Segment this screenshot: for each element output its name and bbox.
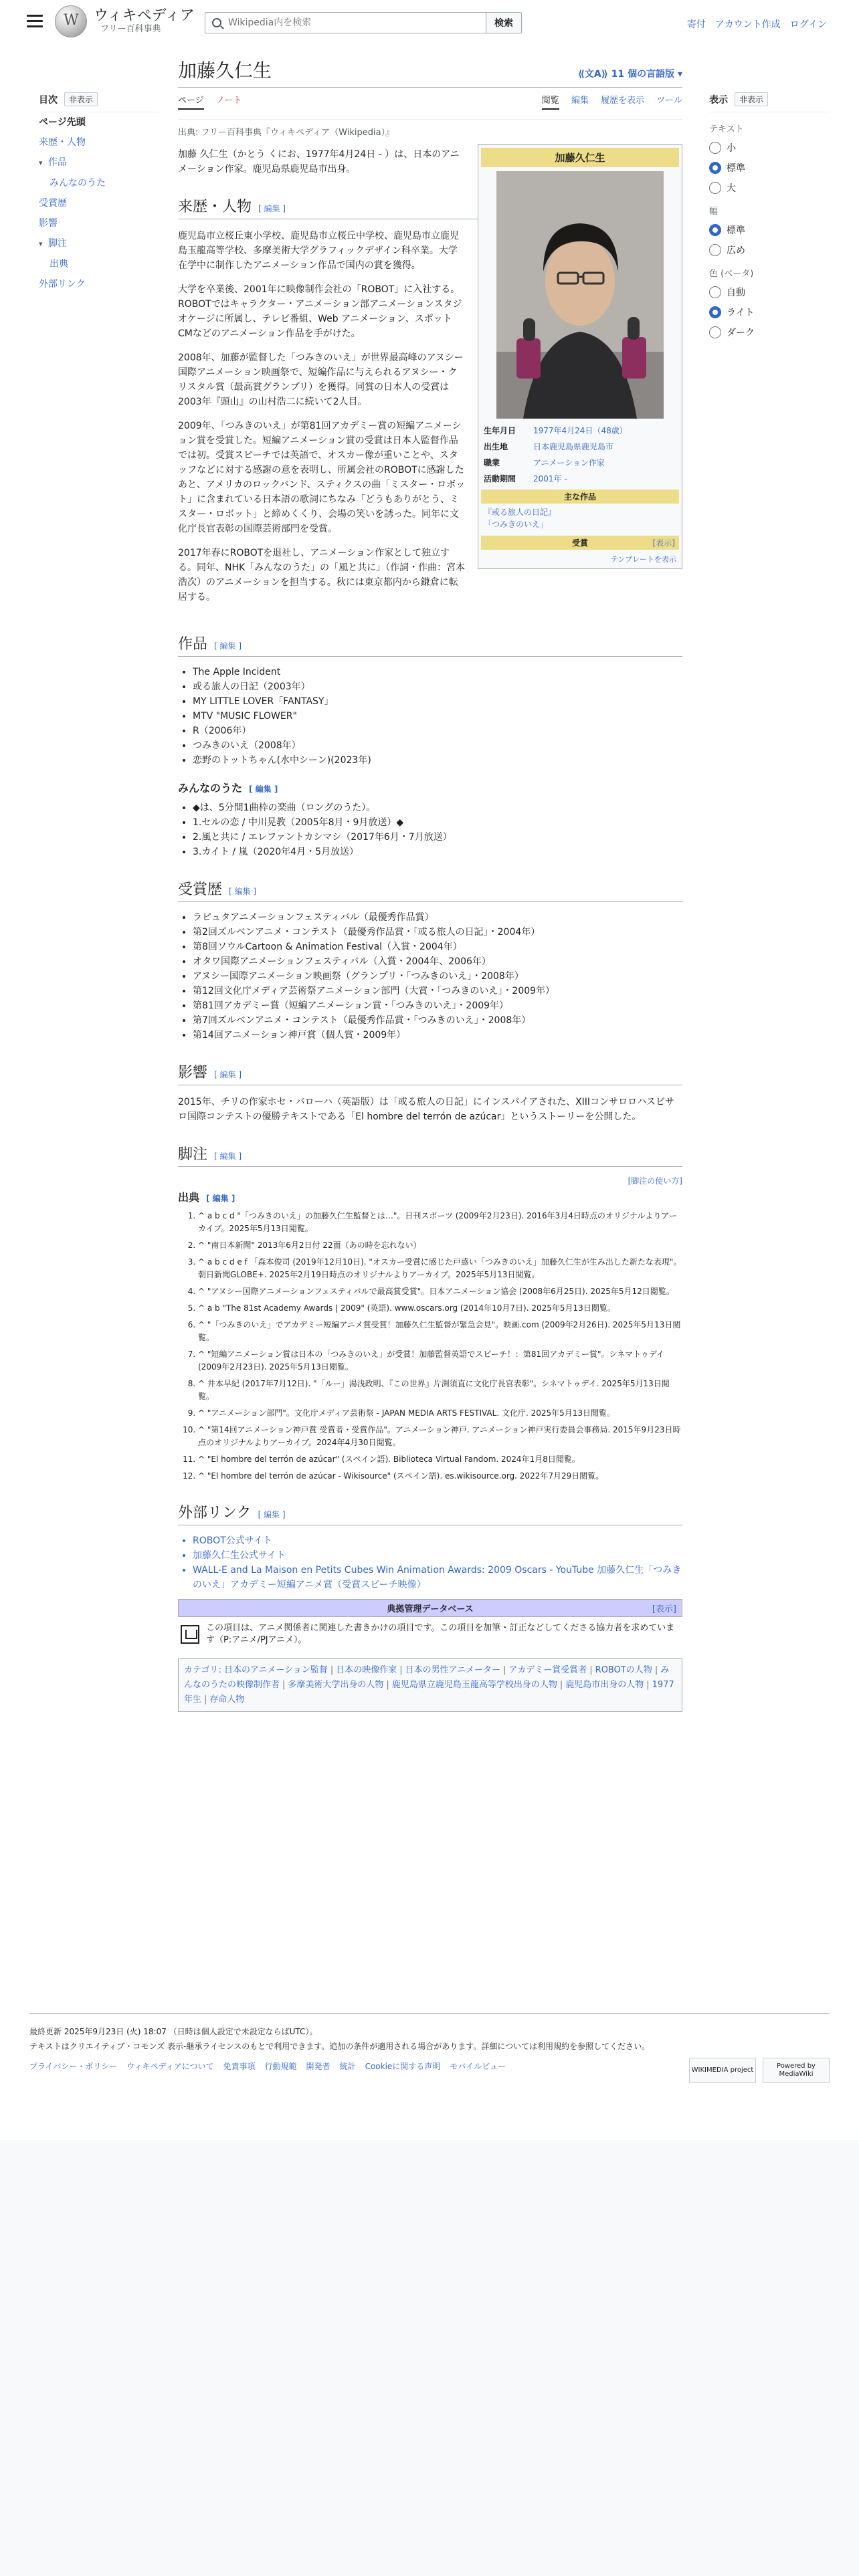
- tab-talk[interactable]: ノート: [215, 96, 242, 106]
- reference-item: 11. ^ "El hombre del terrón de azúcar" (スペイン語). Biblioteca Virtual Fandom. 2024年1月8日閲覧。: [198, 1453, 682, 1466]
- footer-link[interactable]: 行動規範: [264, 2062, 297, 2071]
- radio-icon[interactable]: [709, 326, 721, 338]
- search-icon: [212, 18, 221, 27]
- radio-icon[interactable]: [709, 286, 721, 298]
- reference-item: 4. ^ "アヌシー国際アニメーションフェスティバルで最高賞受賞"。日本アニメーション協会 (2008年6月25日). 2025年5月12日閲覧。: [198, 1285, 682, 1298]
- history-paragraph: 2009年、「つみきのいえ」が第81回アカデミー賞の短編アニメーション賞を受賞した。短編アニメーション賞の受賞は日本人監督作品では初。受賞スピーチでは英語で、オスカー像が重いことや、スタッフなどに対する感謝の意を表明し、所属会社のROBOTに感謝したあと、アメリカのロックバンド、スティクスの曲「ミスター・ロボット」に含まれている日本語の歌詞にちなみ「どうもありがとう、ミスター・ロボット」と締めくくり、会場の笑いを誘った。同年に文化庁長官表彰の国際芸術部門を受賞。: [178, 421, 466, 534]
- category-link[interactable]: 鹿児島県立鹿児島玉龍高等学校出身の人物: [391, 1680, 557, 1690]
- minna-item: • 2.風と共に / エレファントカシマシ（2017年6月・7月放送）: [193, 830, 682, 845]
- category-link[interactable]: みんなのうたの映像制作者: [184, 1665, 670, 1690]
- infobox-title: 加藤久仁生: [481, 148, 679, 167]
- category-separator: |: [503, 1665, 506, 1675]
- edit-section-link[interactable]: [ 編集 ]: [206, 1194, 235, 1203]
- award-item: • 第81回アカデミー賞（短編アニメーション賞・「つみきのいえ」・2009年）: [193, 998, 682, 1013]
- create-account-link[interactable]: アカウント作成: [714, 19, 781, 30]
- works-item: • The Apple Incident: [193, 665, 682, 679]
- external-link[interactable]: • 加藤久仁生公式サイト: [193, 1548, 682, 1563]
- minna-item: • 3.カイト / 嵐（2020年4月・5月放送）: [193, 845, 682, 859]
- table-of-contents: [39, 92, 159, 294]
- toc-hide-button[interactable]: 非表示: [64, 92, 98, 106]
- radio-icon[interactable]: [709, 182, 721, 194]
- infobox-value[interactable]: 1977年4月24日（48歳）: [533, 426, 628, 435]
- award-item: • アヌシー国際アニメーション映画祭（グランプリ・「つみきのいえ」・2008年）: [193, 969, 682, 984]
- color-option[interactable]: [709, 286, 830, 299]
- category-separator: |: [399, 1665, 403, 1675]
- template-link[interactable]: テンプレートを表示: [610, 555, 676, 564]
- history-paragraph: 2008年、加藤が監督した「つみきのいえ」が世界最高峰のアヌシー国際アニメーション映画祭で、短編作品に与えられるアヌシー・クリスタル賞（最高賞グランプリ）を獲得。同賞の日本人の受賞は2003年『頭山』の山村浩二に続いて2人目。: [178, 352, 464, 407]
- globe-icon: [55, 5, 87, 37]
- width-label: 幅: [709, 207, 719, 217]
- reference-item: 9. ^ "アニメーション部門"。文化庁メディア芸術祭 - JAPAN MEDIA ARTS FESTIVAL. 文化庁. 2025年5月13日閲覧。: [198, 1407, 682, 1420]
- toc-item-label: 影響: [39, 218, 58, 229]
- award-item: • 第7回ズルベンアニメ・コンテスト（最優秀作品賞・「つみきのいえ」・2008年）: [193, 1013, 682, 1028]
- radio-icon[interactable]: [709, 224, 721, 236]
- tab-history[interactable]: 履歴を表示: [601, 96, 645, 106]
- toc-item-label: 外部リンク: [39, 279, 86, 290]
- works-item: • MY LITTLE LOVER「FANTASY」: [193, 694, 682, 709]
- footer-link[interactable]: Cookieに関する声明: [365, 2062, 441, 2071]
- mediawiki-badge[interactable]: Powered by MediaWiki: [763, 2058, 830, 2083]
- radio-icon[interactable]: [709, 306, 721, 318]
- color-option-label: 自動: [727, 288, 745, 298]
- footer-link[interactable]: 免責事項: [223, 2062, 256, 2071]
- reference-item: 6. ^ "「つみきのいえ」でアカデミー短編アニメ賞受賞！加藤久仁生監督が緊急会見"。映画.com (2009年2月26日). 2025年5月13日閲覧。: [198, 1319, 682, 1344]
- authority-control-box: [178, 1599, 682, 1617]
- footer-link[interactable]: ウィキペディアについて: [126, 2062, 214, 2071]
- category-link[interactable]: 鹿児島市出身の人物: [565, 1680, 644, 1690]
- source-line: 出典: フリー百科事典『ウィキペディア（Wikipedia）』: [178, 119, 682, 138]
- stub-notice: [178, 1617, 682, 1652]
- search-input[interactable]: [227, 17, 486, 29]
- infobox-key: 活動期間: [484, 474, 516, 484]
- header: [0, 0, 859, 47]
- works-item: • 恋野のトットちゃん(水中シーン)(2023年): [193, 753, 682, 768]
- edit-section-link[interactable]: [ 編集 ]: [214, 641, 242, 651]
- reference-item: 5. ^ a b "The 81st Academy Awards | 2009" (英語). www.oscars.org (2014年10月7日). 2025年5月13日閲覧。: [198, 1302, 682, 1315]
- last-modified: 最終更新 2025年9月23日 (火) 18:07 （日時は個人設定で未設定ならばUTC）。: [29, 2027, 318, 2036]
- text-size-label: テキスト: [709, 124, 744, 134]
- category-link[interactable]: 1977年生: [184, 1680, 674, 1705]
- award-item: • 第12回文化庁メディア芸術祭アニメーション部門（大賞・「つみきのいえ」・2009年）: [193, 984, 682, 998]
- infobox-works: 『或る旅人の日記』 「つみきのいえ」: [484, 508, 557, 529]
- portrait-photo[interactable]: [496, 171, 664, 419]
- menu-icon[interactable]: [27, 15, 43, 28]
- section-history-heading: 来歴・人物 [ 編集 ]: [178, 195, 682, 219]
- chevron-down-icon[interactable]: ▾: [39, 239, 43, 248]
- width-option-label: 広め: [727, 245, 745, 256]
- history-paragraph: 大学を卒業後、2001年に映像制作会社の「ROBOT」に入社する。ROBOTではキャラクター・アニメーション部アニメーションスタジオケージに所属し、テレビ番組、Web アニメーション、スポットCMなどのアニメーション作品を手がけた。: [178, 284, 462, 339]
- reference-item: 2. ^ "南日本新聞" 2013年6月2日付 22面（あの時を忘れない）: [198, 1239, 682, 1252]
- text-size-option-label: 小: [727, 143, 736, 154]
- section-awards-heading: 受賞歴 [ 編集 ]: [178, 878, 682, 902]
- text-size-option[interactable]: [709, 141, 830, 154]
- tab-page[interactable]: ページ: [178, 96, 204, 110]
- minna-item: • 1.セルの恋 / 中川晃教（2005年8月・9月放送）◆: [193, 815, 682, 830]
- category-link[interactable]: 日本の男性アニメーター: [405, 1665, 501, 1675]
- award-item: • オタワ国際アニメーションフェスティバル（入賞・2004年、2006年）: [193, 954, 682, 969]
- category-link[interactable]: 多摩美術大学出身の人物: [288, 1680, 384, 1690]
- infobox-key: 職業: [484, 458, 500, 467]
- edit-section-link[interactable]: [ 編集 ]: [229, 887, 257, 896]
- infobox-works-band: 主な作品: [481, 490, 679, 504]
- category-separator: |: [204, 1695, 207, 1705]
- reference-item: 7. ^ "短編アニメーション賞は日本の「つみきのいえ」が受賞！加藤監督英語でスピーチ！：第81回アカデミー賞"。シネマトゥデイ (2009年2月23日). 2025年5月13日閲覧。: [198, 1348, 682, 1374]
- footer-link[interactable]: モバイルビュー: [450, 2062, 506, 2071]
- section-external-heading: 外部リンク [ 編集 ]: [178, 1501, 682, 1525]
- reference-item: 8. ^ 井本早紀 (2017年7月12日). "「ルー」湯浅政明、『この世界』片渕須直に文化庁長官表彰"。シネマトゥデイ. 2025年5月13日閲覧。: [198, 1378, 682, 1403]
- toc-item-label: 脚注: [48, 238, 67, 249]
- authority-title: 典拠管理データベース: [387, 1604, 474, 1614]
- toc-item-label: 来歴・人物: [39, 137, 86, 148]
- awards-show-toggle[interactable]: [表示]: [652, 538, 675, 548]
- toc-item[interactable]: [39, 173, 159, 193]
- toc-item-label: 受賞歴: [39, 198, 67, 209]
- category-separator: |: [654, 1665, 658, 1675]
- reference-item: 3. ^ a b c d e f 「森本俊司 (2019年12月10日). "オスカー受賞に感じた戸惑い「つみきのいえ」加藤久仁生が生み出した新たな表現"。朝日新聞GLOBE+. 2025年2月19日時点のオリジナルよりアーカイブ。2025年5月13日閲覧。: [198, 1256, 682, 1281]
- history-paragraph: 2017年春にROBOTを退社し、アニメーション作家として独立する。同年、NHK「みんなのうた」の「風と共に」（作詞・作曲：宮本浩次）のアニメーションを担当する。秋には東京都内から鎌倉に転居する。: [178, 548, 466, 603]
- toc-item[interactable]: [39, 112, 159, 132]
- influence-paragraph: 2015年、チリの作家ホセ・バローハ（英語版）は「或る旅人の日記」にインスパイアされた、XIIIコンサロロハスビサロ国際コンテストの優勝テキストである「El hombre del terrón de azúcar」というストーリーを公開した。: [178, 1097, 675, 1122]
- text-size-option[interactable]: [709, 181, 830, 195]
- works-item: • 或る旅人の日記（2003年）: [193, 679, 682, 694]
- infobox-value[interactable]: 日本鹿児島県鹿児島市: [533, 442, 614, 451]
- stub-icon: [181, 1625, 199, 1644]
- award-item: • 第8回ソウルCartoon & Animation Festival（入賞・2004年）: [193, 940, 682, 954]
- site-subtitle: フリー百科事典: [100, 24, 161, 34]
- wikimedia-badge[interactable]: WIKIMEDIA project: [689, 2058, 756, 2083]
- reference-item: 10. ^ "第14回アニメーション神戸賞 受賞者・受賞作品"。アニメーション神戸. アニメーション神戸実行委員会事務局. 2015年9月23日時点のオリジナルよりアーカイブ。2024年4月30日閲覧。: [198, 1424, 682, 1449]
- minna-item: • ◆は、5分間1曲枠の楽曲（ロングのうた）。: [193, 800, 682, 815]
- text-size-option[interactable]: [709, 161, 830, 175]
- color-label: 色 (ベータ): [709, 269, 754, 279]
- infobox-row: [481, 423, 679, 439]
- award-item: • 第2回ズルベンアニメ・コンテスト（最優秀作品賞・「或る旅人の日記」・2004年）: [193, 925, 682, 940]
- footer-link[interactable]: 開発者: [306, 2062, 330, 2071]
- login-link[interactable]: ログイン: [789, 19, 827, 30]
- donate-link[interactable]: 寄付: [686, 19, 706, 30]
- chevron-down-icon[interactable]: ▾: [39, 158, 43, 167]
- search-form: [205, 12, 522, 33]
- width-option-label: 標準: [727, 225, 745, 236]
- toc-item[interactable]: [39, 132, 159, 152]
- categories-label[interactable]: カテゴリ:: [184, 1665, 221, 1675]
- infobox-awards-band: 受賞 [表示]: [481, 536, 679, 550]
- toc-item[interactable]: [39, 152, 159, 173]
- section-minna-heading: みんなのうた [ 編集 ]: [178, 782, 278, 794]
- toc-item-label: 作品: [48, 157, 67, 168]
- infobox-row: [481, 471, 679, 487]
- toc-item-label: 出典: [50, 259, 68, 270]
- edit-section-link[interactable]: [ 編集 ]: [214, 1152, 242, 1161]
- search-box[interactable]: [205, 12, 486, 33]
- width-option[interactable]: [709, 223, 830, 237]
- category-link[interactable]: 日本のアニメーション監督: [224, 1665, 328, 1675]
- color-option[interactable]: [709, 326, 830, 339]
- history-paragraph: 鹿児島市立桜丘東小学校、鹿児島市立桜丘中学校、鹿児島市立鹿児島玉龍高等学校、多摩美術大学グラフィックデザイン科卒業。大学在学中に制作したアニメーション作品で国内の賞を獲得。: [178, 231, 459, 271]
- category-separator: |: [330, 1665, 334, 1675]
- page-title: 加藤久仁生: [178, 60, 272, 82]
- award-item: • 第14回アニメーション神戸賞（個人賞・2009年）: [193, 1028, 682, 1043]
- color-option-label: ライト: [727, 308, 755, 318]
- text-size-option-label: 大: [727, 183, 736, 194]
- category-separator: |: [559, 1680, 563, 1690]
- reference-item: 12. ^ "El hombre del terrón de azúcar - Wikisource" (スペイン語). es.wikisource.org. 2022年7月29日閲覧。: [198, 1470, 682, 1483]
- reference-item: 1. ^ a b c d "「つみきのいえ」の加藤久仁生監督とは…"。日刊スポーツ (2009年2月23日). 2016年3月4日時点のオリジナルよりアーカイブ。2025年5月13日閲覧。: [198, 1210, 682, 1235]
- edit-section-link[interactable]: [ 編集 ]: [214, 1070, 242, 1079]
- section-sources-heading: 出典 [ 編集 ]: [178, 1191, 235, 1204]
- toc-item[interactable]: [39, 213, 159, 233]
- external-link[interactable]: • ROBOT公式サイト: [193, 1533, 682, 1548]
- external-link[interactable]: • WALL-E and La Maison en Petits Cubes Win Animation Awards: 2009 Oscars - YouTube 加藤久仁生「つみきのいえ」アカデミー短編アニメ賞（受賞スピーチ映像）: [193, 1563, 682, 1592]
- site-logo[interactable]: [55, 5, 195, 37]
- works-item: • つみきのいえ（2008年）: [193, 738, 682, 753]
- site-title: ウィキペディア: [94, 7, 195, 24]
- categories-box: [178, 1658, 682, 1712]
- works-item: • R（2006年）: [193, 724, 682, 738]
- section-works-heading: 作品 [ 編集 ]: [178, 633, 682, 657]
- infobox-row: [481, 455, 679, 471]
- infobox-value[interactable]: アニメーション作家: [533, 458, 605, 467]
- section-influence-heading: 影響 [ 編集 ]: [178, 1061, 682, 1085]
- section-notes-heading: 脚注 [ 編集 ]: [178, 1143, 682, 1167]
- tab-read[interactable]: 閲覧: [542, 96, 559, 110]
- edit-section-link[interactable]: [ 編集 ]: [249, 784, 278, 794]
- article: [178, 56, 682, 1712]
- infobox-row: [481, 439, 679, 455]
- radio-icon[interactable]: [709, 142, 721, 154]
- appearance-title: 表示: [709, 94, 728, 106]
- category-link[interactable]: ROBOTの人物: [595, 1665, 652, 1675]
- footer: [29, 2013, 830, 2078]
- page-bottom: [0, 2140, 859, 2576]
- license-text: テキストはクリエイティブ・コモンズ 表示-継承ライセンスのもとで利用できます。追加の条件が適用される場合があります。詳細については利用規約を参照してください。: [29, 2042, 650, 2051]
- edit-section-link[interactable]: [ 編集 ]: [258, 204, 286, 213]
- infobox-key: 生年月日: [484, 426, 516, 435]
- color-option-label: ダーク: [727, 328, 755, 338]
- toc-item[interactable]: [39, 274, 159, 294]
- toc-item-label: みんなのうた: [50, 178, 106, 189]
- category-link[interactable]: 存命人物: [209, 1695, 245, 1705]
- appearance-panel: [709, 92, 830, 339]
- infobox: [478, 144, 682, 569]
- footer-link[interactable]: 統計: [339, 2062, 356, 2071]
- authority-show-toggle[interactable]: [表示]: [652, 1604, 676, 1614]
- award-item: • ラピュタアニメーションフェスティバル（最優秀作品賞）: [193, 910, 682, 925]
- width-option[interactable]: [709, 243, 830, 257]
- stub-text: この項目は、アニメ関係者に関連した書きかけの項目です。この項目を加筆・訂正などしてくださる協力者を求めています（P:アニメ/PJアニメ）。: [206, 1623, 675, 1645]
- color-option[interactable]: [709, 306, 830, 319]
- search-button[interactable]: 検索: [486, 12, 522, 33]
- edit-section-link[interactable]: [ 編集 ]: [258, 1510, 286, 1519]
- category-link[interactable]: アカデミー賞受賞者: [508, 1665, 587, 1675]
- lead-paragraph: 加藤 久仁生（かとう くにお、1977年4月24日 - ）は、日本のアニメーション作家。鹿児島県鹿児島市出身。: [178, 149, 460, 175]
- text-size-option-label: 標準: [727, 163, 745, 174]
- tab-tools[interactable]: ツール: [656, 96, 682, 106]
- works-item: • MTV "MUSIC FLOWER": [193, 709, 682, 724]
- notes-help-link[interactable]: [脚注の使い方]: [628, 1176, 682, 1186]
- infobox-key: 出生地: [484, 442, 508, 451]
- language-button[interactable]: ⟪文A⟫ 11 個の言語版 ▾: [577, 69, 682, 80]
- radio-icon[interactable]: [709, 244, 721, 256]
- appearance-hide-button[interactable]: 非表示: [735, 92, 768, 106]
- category-link[interactable]: 日本の映像作家: [336, 1665, 397, 1675]
- category-separator: |: [646, 1680, 650, 1690]
- toc-item[interactable]: [39, 254, 159, 274]
- category-separator: |: [282, 1680, 286, 1690]
- infobox-value[interactable]: 2001年 -: [533, 474, 567, 484]
- toc-title: 目次: [39, 94, 58, 106]
- toc-item[interactable]: [39, 233, 159, 254]
- footer-link[interactable]: プライバシー・ポリシー: [29, 2062, 118, 2071]
- toc-item-label: ページ先頭: [39, 117, 86, 128]
- tab-edit[interactable]: 編集: [571, 96, 589, 106]
- radio-icon[interactable]: [709, 162, 721, 174]
- category-separator: |: [589, 1665, 593, 1675]
- user-links: [687, 17, 827, 31]
- toc-item[interactable]: [39, 193, 159, 213]
- category-separator: |: [386, 1680, 389, 1690]
